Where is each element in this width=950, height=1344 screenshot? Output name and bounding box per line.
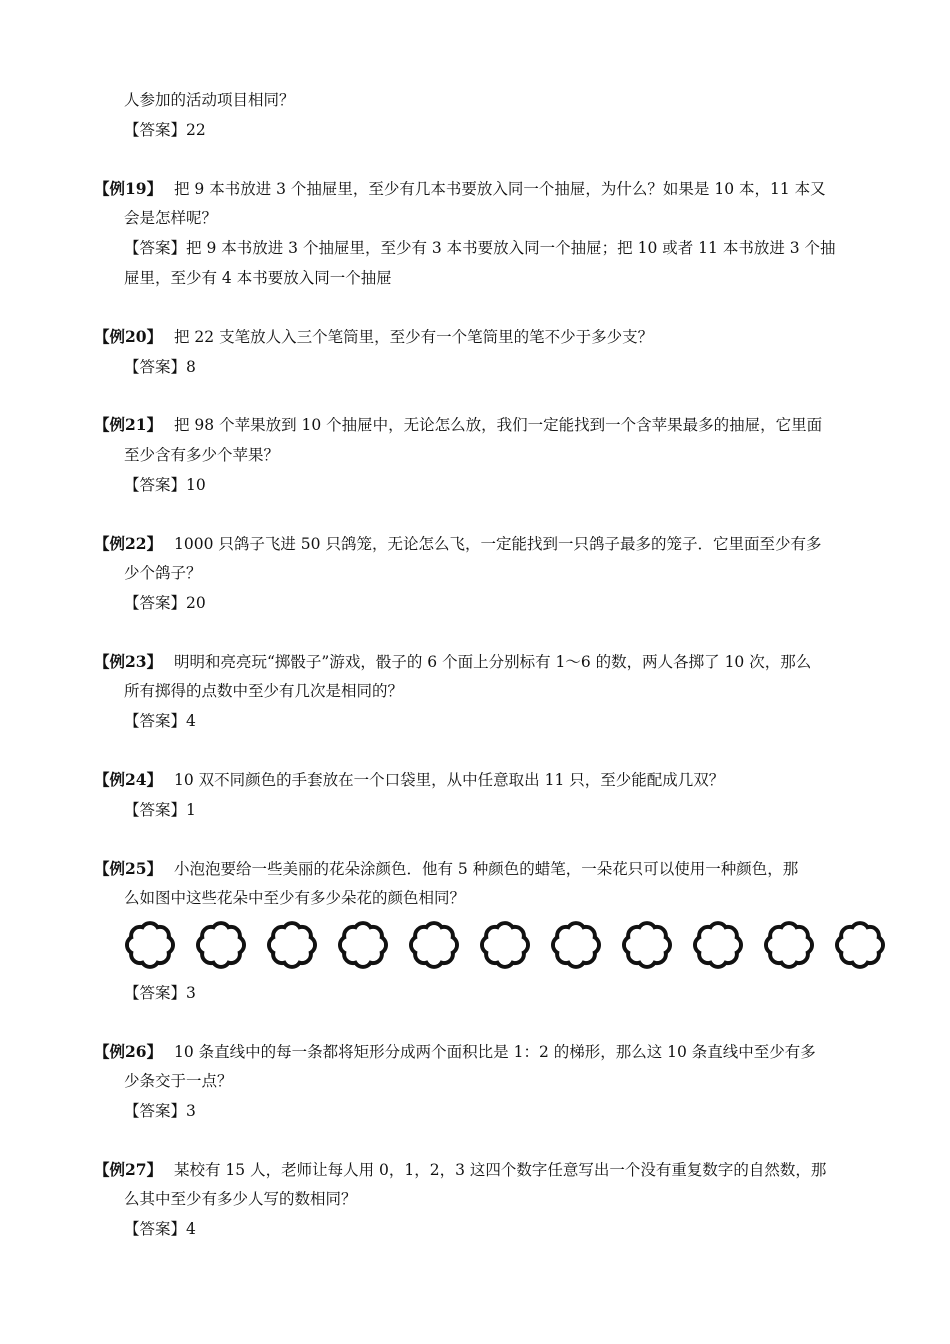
example-27-label: 【例27】 [94, 1160, 163, 1179]
flower-icon [340, 923, 386, 967]
flower-icon [482, 923, 528, 967]
example-23-question-line2: 所有掷得的点数中至少有几次是相同的？ [124, 682, 404, 700]
example-21-question-line1: 把 98 个苹果放到 10 个抽屉中，无论怎么放，我们一定能找到一个含苹果最多的抽屉，它里面 [174, 416, 823, 434]
example-22-answer: 【答案】20 [124, 594, 206, 612]
example-21-question-line2: 至少含有多少个苹果？ [124, 446, 280, 464]
flower-icon [411, 923, 457, 967]
example-20-label: 【例20】 [94, 327, 163, 346]
example-25-answer: 【答案】3 [124, 984, 196, 1002]
example-26-question-line1: 10 条直线中的每一条都将矩形分成两个面积比是 1：2 的梯形，那么这 10 条直线中至少有多 [174, 1043, 816, 1061]
example-21-answer: 【答案】10 [124, 476, 206, 494]
flower-icon [766, 923, 812, 967]
example-23-label: 【例23】 [94, 652, 163, 671]
example-25-question-line2: 么如图中这些花朵中至少有多少朵花的颜色相同？ [124, 889, 466, 907]
example-26-answer: 【答案】3 [124, 1102, 196, 1120]
example-22-question-line2: 少个鸽子？ [124, 564, 202, 582]
flower-icon [269, 923, 315, 967]
example-22-label: 【例22】 [94, 534, 163, 553]
flower-icon [837, 923, 883, 967]
flower-icon [695, 923, 741, 967]
example-23-question-line1: 明明和亮亮玩“掷骰子”游戏，骰子的 6 个面上分别标有 1～6 的数，两人各掷了 10 次，那么 [174, 653, 812, 671]
example-24-answer: 【答案】1 [124, 801, 196, 819]
intro-answer: 【答案】22 [124, 121, 206, 139]
intro-question-line: 人参加的活动项目相同？ [124, 91, 295, 109]
flower-icon [198, 923, 244, 967]
example-21-label: 【例21】 [94, 415, 163, 434]
flower-icon [624, 923, 670, 967]
example-27-answer: 【答案】4 [124, 1220, 196, 1238]
example-22-question-line1: 1000 只鸽子飞进 50 只鸽笼，无论怎么飞，一定能找到一只鸽子最多的笼子．它里面至少有多 [174, 535, 822, 553]
example-27-question-line2: 么其中至少有多少人写的数相同？ [124, 1190, 357, 1208]
flower-icon [553, 923, 599, 967]
example-25-question-line1: 小泡泡要给一些美丽的花朵涂颜色．他有 5 种颜色的蜡笔，一朵花只可以使用一种颜色，那 [174, 860, 799, 878]
example-25-label: 【例25】 [94, 859, 163, 878]
example-23-answer: 【答案】4 [124, 712, 196, 730]
example-19-answer-line1: 【答案】把 9 本书放进 3 个抽屉里，至少有 3 本书要放入同一个抽屉；把 10 或者 11 本书放进 3 个抽 [124, 239, 836, 257]
example-24-label: 【例24】 [94, 770, 163, 789]
example-19-question-line2: 会是怎样呢？ [124, 209, 218, 227]
example-26-question-line2: 少条交于一点？ [124, 1072, 233, 1090]
example-27-question-line1: 某校有 15 人，老师让每人用 0，1，2，3 这四个数字任意写出一个没有重复数字的自然数，那 [174, 1161, 827, 1179]
example-19-answer-line2: 屉里，至少有 4 本书要放入同一个抽屉 [124, 269, 392, 287]
example-19-question-line1: 把 9 本书放进 3 个抽屉里，至少有几本书要放入同一个抽屉，为什么？如果是 10 本，11 本又 [174, 180, 826, 198]
example-20-answer: 【答案】8 [124, 358, 196, 376]
flower-icon [127, 923, 173, 967]
example-26-label: 【例26】 [94, 1042, 163, 1061]
flower-row [124, 920, 894, 972]
example-19-label: 【例19】 [94, 179, 163, 198]
example-24-question-line1: 10 双不同颜色的手套放在一个口袋里，从中任意取出 11 只，至少能配成几双？ [174, 771, 725, 789]
example-20-question-line1: 把 22 支笔放人入三个笔筒里，至少有一个笔筒里的笔不少于多少支？ [174, 328, 654, 346]
